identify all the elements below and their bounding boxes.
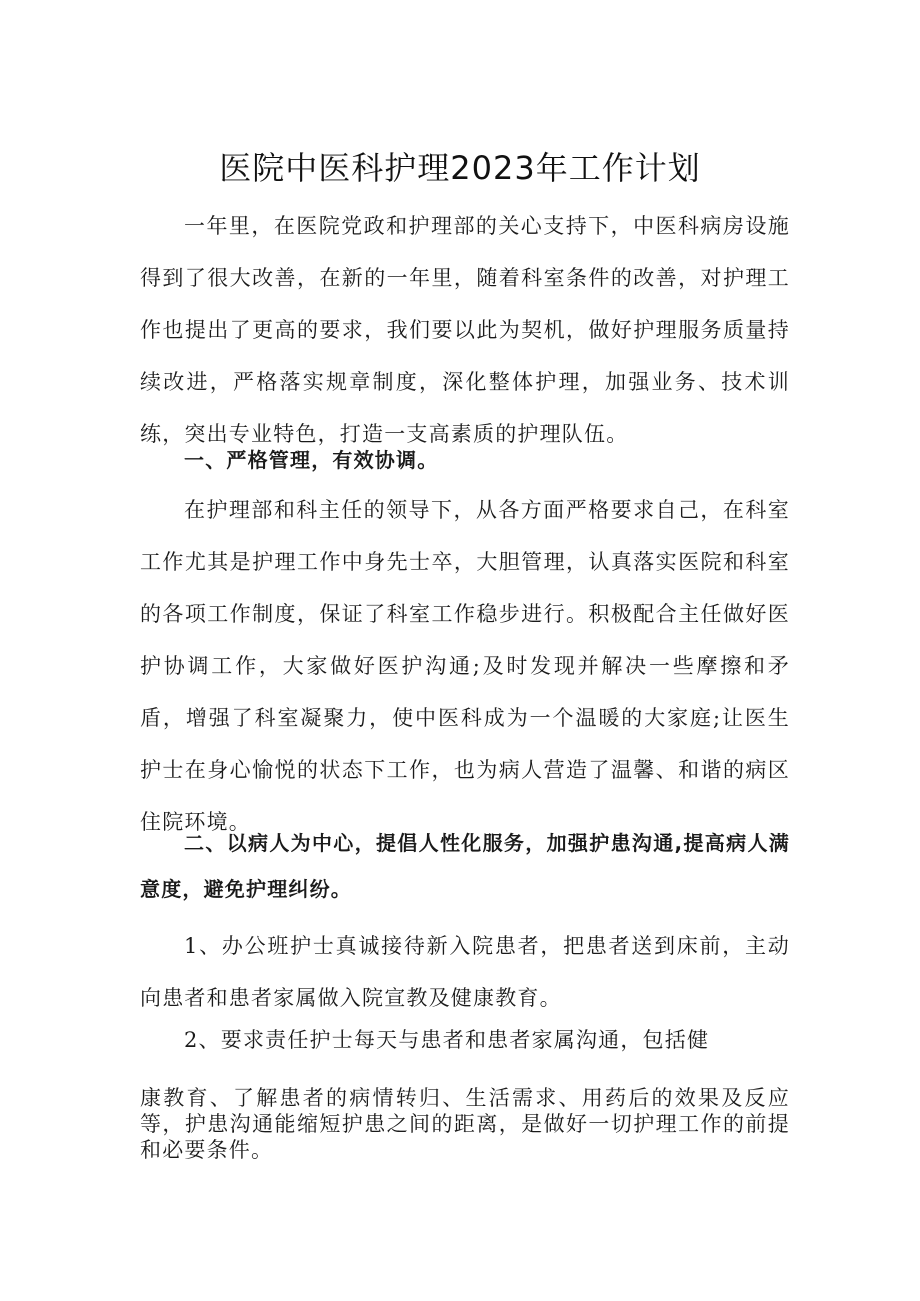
section2-item2-first-line: 2、要求责任护士每天与患者和患者家属沟通，包括健 [184,1028,710,1052]
section2-item1-paragraph: 1、办公班护士真诚接待新入院患者，把患者送到床前，主动向患者和患者家属做入院宣教及健康教育。 [140,934,790,1010]
section1-heading: 一、严格管理，有效协调。 [184,448,439,472]
section2-heading: 二、以病人为中心，提倡人性化服务，加强护患沟通,提高病人满意度，避免护理纠纷。 [140,831,790,901]
section2-item2-continuation: 康教育、了解患者的病情转归、生活需求、用药后的效果及反应等，护患沟通能缩短护患之间的距离，是做好一切护理工作的前提和必要条件。 [140,1086,790,1162]
document-title: 医院中医科护理2023年工作计划 [219,149,701,187]
intro-paragraph: 一年里，在医院党政和护理部的关心支持下，中医科病房设施得到了很大改善，在新的一年里，随着科室条件的改善，对护理工作也提出了更高的要求，我们要以此为契机，做好护理服务质量持续改进，严格落实规章制度，深化整体护理，加强业务、技术训练，突出专业特色，打造一支高素质的护理队伍。 [140,214,790,446]
section1-paragraph: 在护理部和科主任的领导下，从各方面严格要求自己，在科室工作尤其是护理工作中身先士卒，大胆管理，认真落实医院和科室的各项工作制度，保证了科室工作稳步进行。积极配合主任做好医护协调工作，大家做好医护沟通;及时发现并解决一些摩擦和矛盾，增强了科室凝聚力，使中医科成为一个温暖的大家庭;让医生护士在身心愉悦的状态下工作，也为病人营造了温馨、和谐的病区住院环境。 [140,498,790,834]
